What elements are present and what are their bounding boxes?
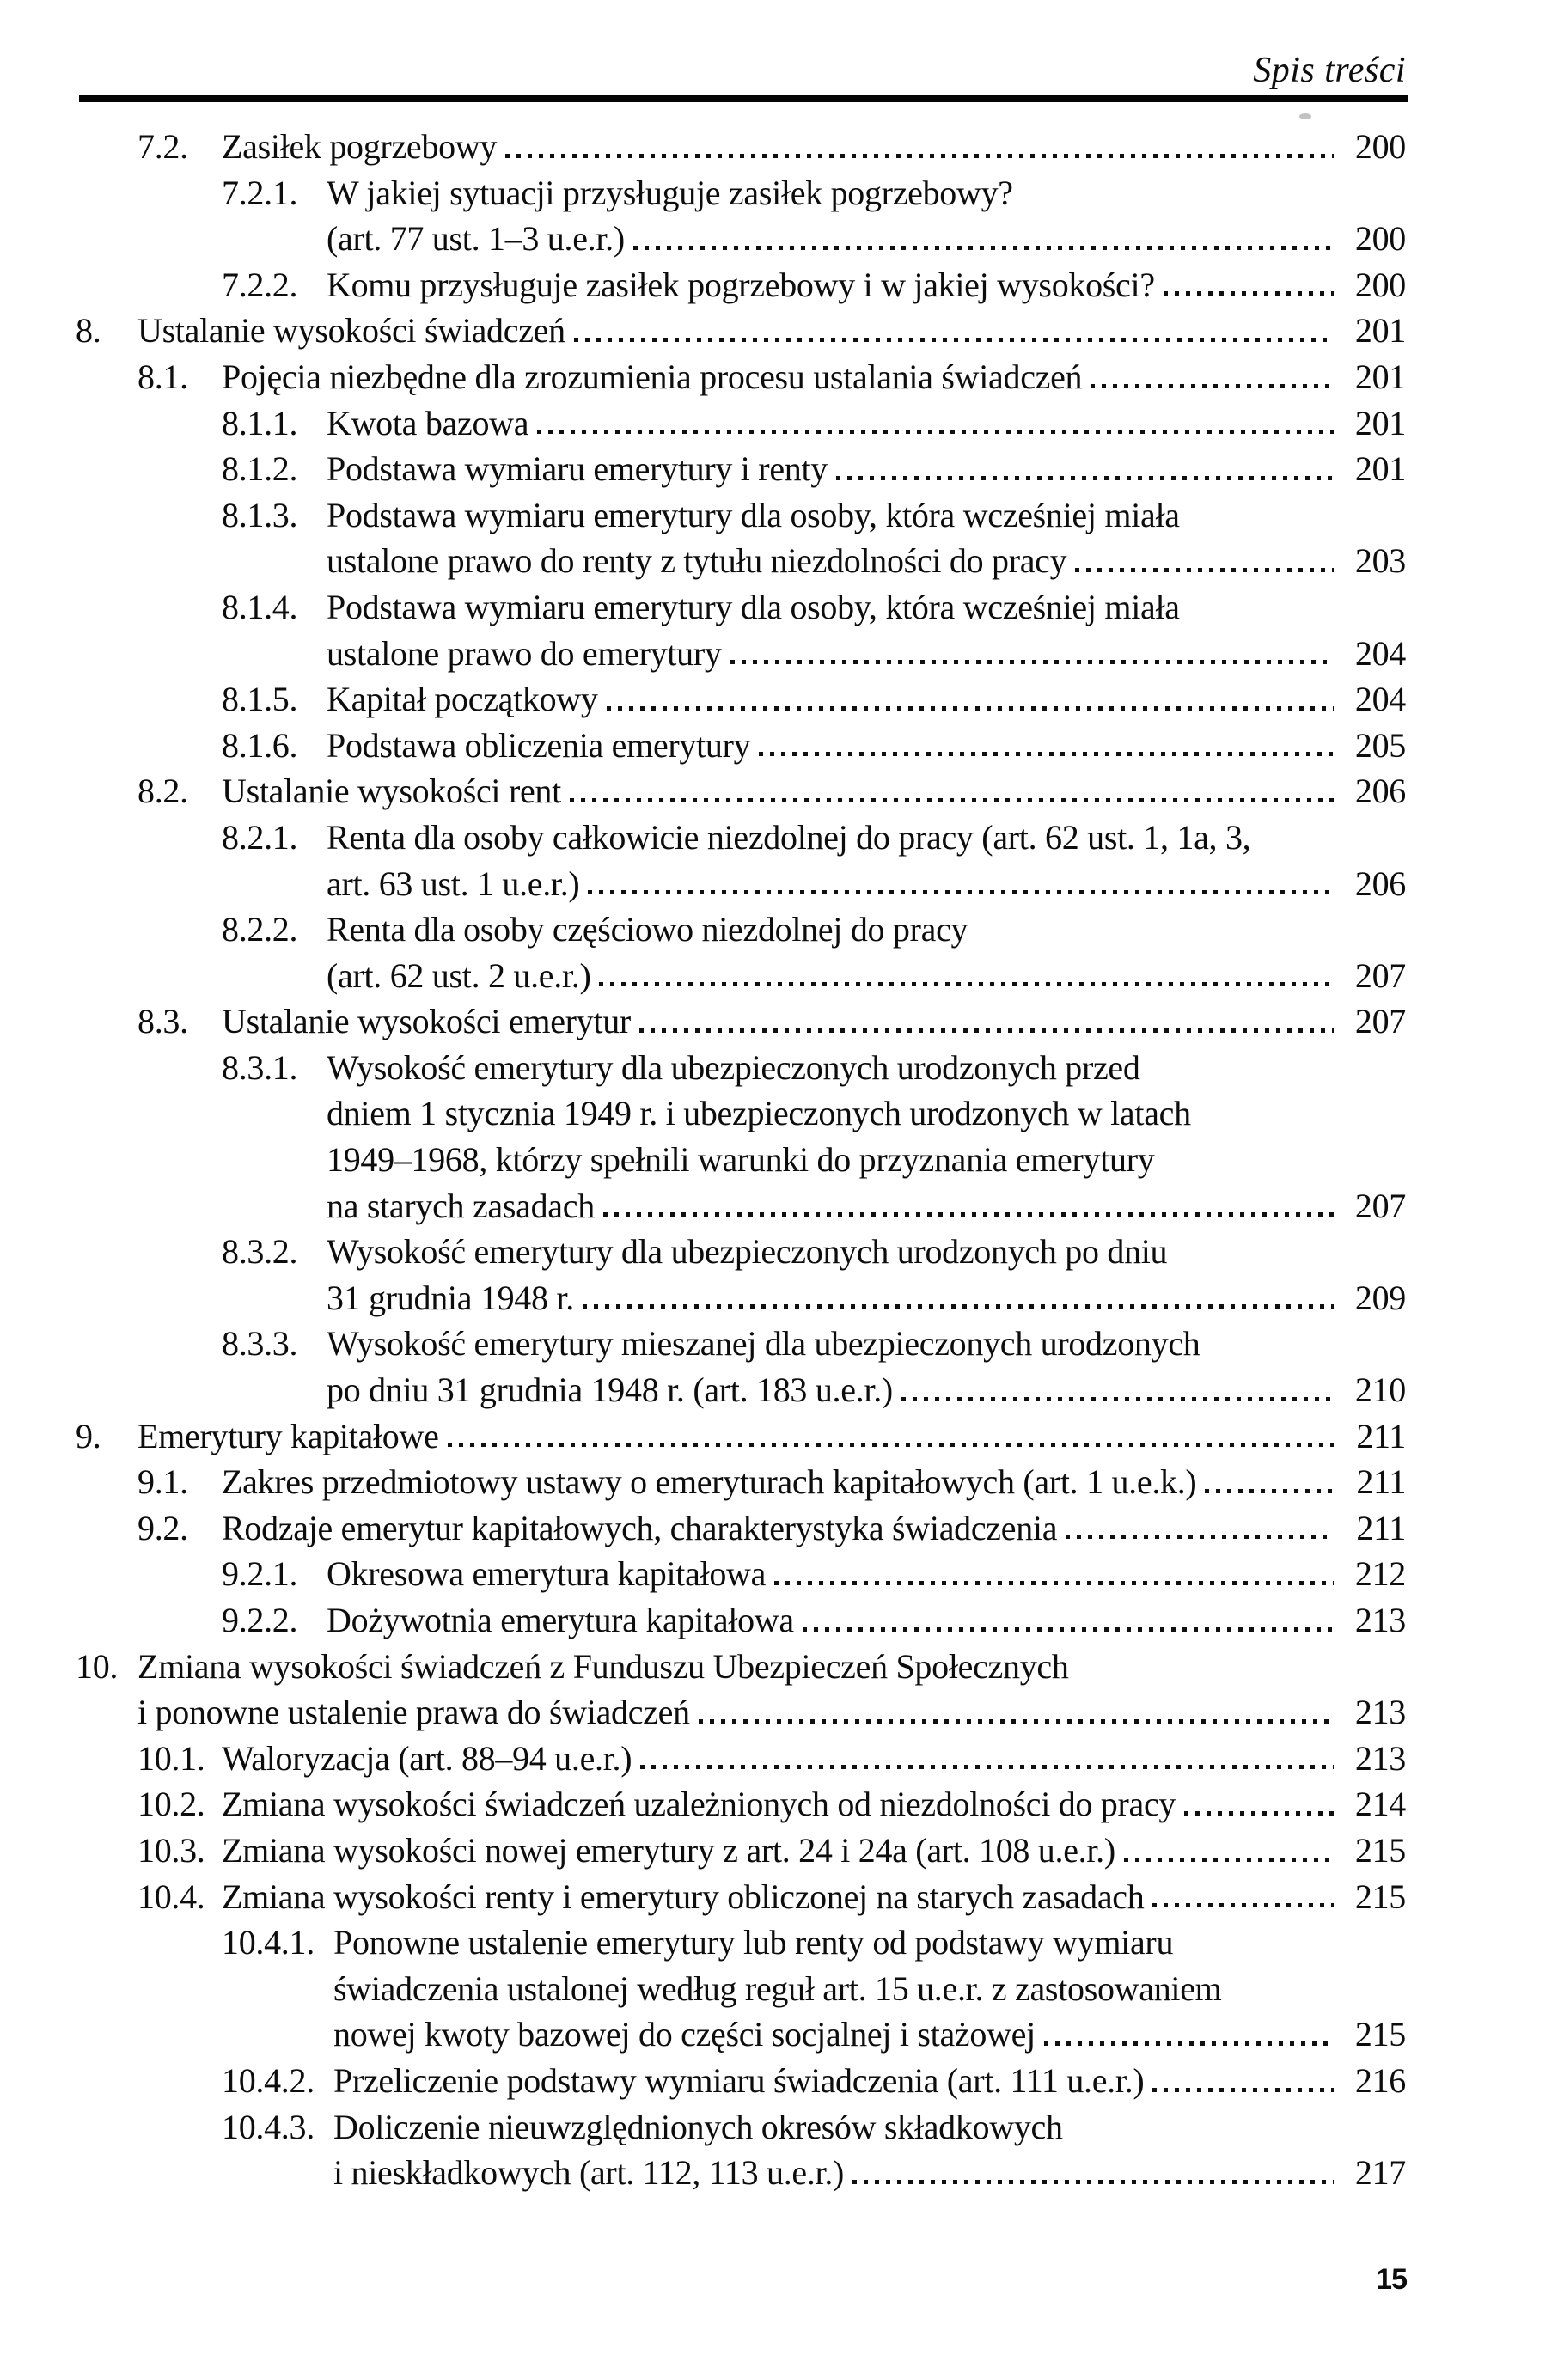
toc-row xyxy=(0,2150,1406,2196)
toc-entry-title: Ustalanie wysokości emerytur xyxy=(222,1002,631,1041)
dot-leader xyxy=(570,798,1334,802)
toc-entry-title: Podstawa wymiaru emerytury dla osoby, która wcześniej miała xyxy=(327,495,1180,534)
toc-entry-number: 8.1.5. xyxy=(222,680,298,719)
folio-page-number: 15 xyxy=(1376,2263,1407,2296)
toc-entry-number: 8.2.2. xyxy=(222,910,298,949)
toc-row xyxy=(0,1689,1406,1736)
dot-leader xyxy=(639,1028,1334,1033)
toc-row xyxy=(0,446,1406,492)
toc-row xyxy=(0,1275,1406,1321)
toc-entry-page: 203 xyxy=(1354,541,1406,581)
toc-entry-title: art. 63 ust. 1 u.e.r.) xyxy=(327,864,580,903)
scan-artifact xyxy=(1299,113,1311,119)
toc-entry-page: 215 xyxy=(1354,1830,1406,1870)
toc-entry-title: Zmiana wysokości świadczeń z Funduszu Ubezpieczeń Społecznych xyxy=(137,1646,1069,1686)
toc-entry-title: ustalone prawo do emerytury xyxy=(327,633,722,673)
toc-entry-title: ustalone prawo do renty z tytułu niezdolności do pracy xyxy=(327,541,1067,581)
toc-row xyxy=(0,1966,1406,2012)
toc-row xyxy=(0,1781,1406,1828)
toc-row xyxy=(0,2058,1406,2104)
toc-entry-number: 8. xyxy=(76,311,101,351)
toc-entry-page: 206 xyxy=(1354,864,1406,903)
toc-entry-title: i nieskładkowych (art. 112, 113 u.e.r.) xyxy=(333,2153,845,2193)
toc-row xyxy=(0,676,1406,723)
toc-entry-page: 210 xyxy=(1354,1370,1406,1410)
dot-leader xyxy=(1152,1903,1334,1907)
toc-entry-page: 217 xyxy=(1354,2153,1406,2193)
toc-row xyxy=(0,170,1406,217)
toc-entry-title: świadczenia ustalonej według reguł art. 15 u.e.r. z zastosowaniem xyxy=(333,1968,1222,2008)
toc-entry-number: 10.4. xyxy=(137,1877,205,1916)
toc-entry-number: 10.3. xyxy=(137,1830,205,1870)
dot-leader xyxy=(803,1627,1334,1632)
toc-row xyxy=(0,1919,1406,1966)
toc-entry-page: 212 xyxy=(1354,1554,1406,1594)
toc-entry-page: 216 xyxy=(1354,2060,1406,2100)
toc-entry-title: Podstawa obliczenia emerytury xyxy=(327,725,751,765)
toc-entry-page: 201 xyxy=(1354,403,1406,442)
table-of-contents xyxy=(0,124,1406,2196)
dot-leader xyxy=(1044,2041,1334,2046)
toc-row xyxy=(0,1505,1406,1552)
toc-row xyxy=(0,1183,1406,1230)
toc-row xyxy=(0,1874,1406,1920)
toc-entry-number: 7.2. xyxy=(137,127,188,166)
toc-entry-number: 8.3. xyxy=(137,1002,188,1041)
toc-entry-title: Zmiana wysokości nowej emerytury z art. 24 i 24a (art. 108 u.e.r.) xyxy=(222,1830,1115,1870)
toc-row xyxy=(0,400,1406,447)
toc-entry-page: 200 xyxy=(1354,127,1406,166)
toc-entry-page: 201 xyxy=(1354,357,1406,396)
toc-row xyxy=(0,538,1406,584)
dot-leader xyxy=(759,752,1334,756)
toc-entry-page: 204 xyxy=(1354,680,1406,719)
toc-entry-page: 214 xyxy=(1354,1785,1406,1824)
toc-entry-title: Renta dla osoby częściowo niezdolnej do pracy xyxy=(327,910,968,949)
toc-row xyxy=(0,1090,1406,1137)
toc-entry-number: 8.1. xyxy=(137,357,188,396)
toc-entry-title: 31 grudnia 1948 r. xyxy=(327,1278,574,1317)
dot-leader xyxy=(1075,568,1334,572)
dot-leader xyxy=(699,1719,1334,1724)
dot-leader xyxy=(901,1397,1334,1401)
toc-entry-title: i ponowne ustalenie prawa do świadczeń xyxy=(137,1693,690,1732)
toc-entry-number: 8.3.2. xyxy=(222,1232,298,1272)
header-rule xyxy=(79,95,1408,102)
toc-entry-page: 201 xyxy=(1354,449,1406,489)
toc-entry-number: 8.1.6. xyxy=(222,725,298,765)
toc-row xyxy=(0,998,1406,1045)
dot-leader xyxy=(1066,1535,1334,1539)
toc-entry-number: 10.4.2. xyxy=(222,2060,315,2100)
toc-entry-page: 200 xyxy=(1354,265,1406,304)
toc-entry-title: 1949–1968, którzy spełnili warunki do przyznania emerytury xyxy=(327,1140,1155,1180)
toc-row xyxy=(0,768,1406,815)
toc-entry-number: 7.2.2. xyxy=(222,265,298,304)
toc-entry-title: Ustalanie wysokości świadczeń xyxy=(137,311,565,351)
toc-entry-number: 8.1.1. xyxy=(222,403,298,442)
toc-entry-page: 207 xyxy=(1354,1186,1406,1225)
toc-row xyxy=(0,1828,1406,1874)
toc-row xyxy=(0,1137,1406,1183)
dot-leader xyxy=(607,706,1334,711)
toc-row xyxy=(0,1045,1406,1091)
toc-entry-page: 211 xyxy=(1356,1416,1406,1455)
toc-entry-title: Zmiana wysokości renty i emerytury obliczonej na starych zasadach xyxy=(222,1877,1145,1916)
toc-entry-page: 200 xyxy=(1354,219,1406,259)
toc-entry-number: 8.1.2. xyxy=(222,449,298,489)
toc-entry-title: Kwota bazowa xyxy=(327,403,529,442)
toc-entry-page: 209 xyxy=(1354,1278,1406,1317)
toc-row xyxy=(0,1229,1406,1275)
toc-entry-title: Zasiłek pogrzebowy xyxy=(222,127,498,166)
dot-leader xyxy=(599,982,1334,986)
toc-entry-title: Okresowa emerytura kapitałowa xyxy=(327,1554,767,1594)
toc-row xyxy=(0,584,1406,631)
toc-row xyxy=(0,1644,1406,1690)
toc-entry-title: W jakiej sytuacji przysługuje zasiłek pogrzebowy? xyxy=(327,173,1013,212)
toc-row xyxy=(0,1321,1406,1367)
toc-entry-page: 206 xyxy=(1354,772,1406,811)
toc-entry-title: Pojęcia niezbędne dla zrozumienia procesu ustalania świadczeń xyxy=(222,357,1083,396)
toc-entry-page: 201 xyxy=(1354,311,1406,351)
toc-row xyxy=(0,1597,1406,1644)
toc-row xyxy=(0,308,1406,354)
toc-entry-title: na starych zasadach xyxy=(327,1186,595,1225)
toc-entry-number: 10.4.1. xyxy=(222,1923,315,1962)
toc-entry-number: 8.2. xyxy=(137,772,188,811)
toc-entry-title: Kapitał początkowy xyxy=(327,680,598,719)
toc-entry-number: 8.1.3. xyxy=(222,495,298,534)
toc-entry-number: 8.2.1. xyxy=(222,817,298,857)
toc-entry-title: Przeliczenie podstawy wymiaru świadczenia (art. 111 u.e.r.) xyxy=(333,2060,1145,2100)
toc-entry-title: Komu przysługuje zasiłek pogrzebowy i w jakiej wysokości? xyxy=(327,265,1155,304)
toc-entry-title: Wysokość emerytury dla ubezpieczonych urodzonych przed xyxy=(327,1047,1140,1087)
toc-entry-number: 9.1. xyxy=(137,1462,188,1502)
toc-entry-title: Renta dla osoby całkowicie niezdolnej do pracy (art. 62 ust. 1, 1a, 3, xyxy=(327,817,1251,857)
dot-leader xyxy=(574,338,1334,342)
toc-entry-title: Rodzaje emerytur kapitałowych, charakterystyka świadczenia xyxy=(222,1508,1058,1547)
toc-entry-title: Podstawa wymiaru emerytury i renty xyxy=(327,449,828,489)
dot-leader xyxy=(603,1212,1334,1217)
toc-entry-title: (art. 77 ust. 1–3 u.e.r.) xyxy=(327,219,625,259)
toc-row xyxy=(0,1413,1406,1460)
dot-leader xyxy=(1152,2088,1334,2092)
toc-entry-number: 10.4.3. xyxy=(222,2107,315,2146)
toc-row xyxy=(0,2104,1406,2151)
toc-row xyxy=(0,1736,1406,1782)
toc-entry-number: 7.2.1. xyxy=(222,173,298,212)
toc-row xyxy=(0,2011,1406,2058)
toc-entry-title: Wysokość emerytury dla ubezpieczonych urodzonych po dniu xyxy=(327,1232,1168,1272)
toc-entry-title: Waloryzacja (art. 88–94 u.e.r.) xyxy=(222,1738,632,1778)
toc-entry-title: po dniu 31 grudnia 1948 r. (art. 183 u.e.r.) xyxy=(327,1370,893,1410)
toc-row xyxy=(0,631,1406,677)
toc-entry-number: 10.1. xyxy=(137,1738,205,1778)
dot-leader xyxy=(505,154,1334,158)
toc-entry-number: 9.2.1. xyxy=(222,1554,298,1594)
toc-entry-number: 9.2. xyxy=(137,1508,188,1547)
toc-row xyxy=(0,906,1406,953)
dot-leader xyxy=(1091,384,1334,388)
toc-entry-title: Zakres przedmiotowy ustawy o emeryturach kapitałowych (art. 1 u.e.k.) xyxy=(222,1462,1197,1502)
toc-entry-title: Ponowne ustalenie emerytury lub renty od podstawy wymiaru xyxy=(333,1923,1174,1962)
toc-row xyxy=(0,216,1406,262)
toc-row xyxy=(0,124,1406,170)
toc-row xyxy=(0,1551,1406,1597)
toc-entry-page: 213 xyxy=(1354,1601,1406,1639)
toc-row xyxy=(0,262,1406,308)
dot-leader xyxy=(537,430,1334,434)
toc-entry-page: 215 xyxy=(1354,2015,1406,2054)
toc-entry-page: 211 xyxy=(1356,1462,1406,1502)
toc-entry-title: nowej kwoty bazowej do części socjalnej i stażowej xyxy=(333,2015,1036,2054)
toc-entry-title: Ustalanie wysokości rent xyxy=(222,772,561,811)
dot-leader xyxy=(774,1581,1334,1585)
dot-leader xyxy=(588,890,1334,894)
dot-leader xyxy=(730,660,1334,664)
running-header: Spis treści xyxy=(1253,51,1406,90)
toc-row xyxy=(0,953,1406,999)
toc-entry-title: Dożywotnia emerytura kapitałowa xyxy=(327,1601,794,1639)
toc-entry-title: Podstawa wymiaru emerytury dla osoby, która wcześniej miała xyxy=(327,587,1180,626)
toc-entry-title: (art. 62 ust. 2 u.e.r.) xyxy=(327,955,591,995)
toc-entry-title: Zmiana wysokości świadczeń uzależnionych od niezdolności do pracy xyxy=(222,1785,1176,1824)
toc-row xyxy=(0,1459,1406,1505)
dot-leader xyxy=(1124,1858,1334,1862)
dot-leader xyxy=(836,476,1334,480)
toc-row xyxy=(0,815,1406,861)
toc-entry-page: 207 xyxy=(1354,1002,1406,1041)
toc-entry-number: 9. xyxy=(76,1416,101,1455)
toc-entry-number: 10. xyxy=(76,1646,119,1686)
dot-leader xyxy=(1164,291,1334,296)
toc-entry-number: 8.1.4. xyxy=(222,587,298,626)
dot-leader xyxy=(448,1443,1334,1447)
toc-row xyxy=(0,723,1406,769)
dot-leader xyxy=(1184,1811,1334,1816)
toc-row xyxy=(0,354,1406,400)
toc-row xyxy=(0,861,1406,907)
toc-row xyxy=(0,1367,1406,1413)
toc-entry-page: 211 xyxy=(1356,1508,1406,1547)
toc-entry-number: 10.2. xyxy=(137,1785,205,1824)
dot-leader xyxy=(633,246,1334,250)
toc-entry-page: 213 xyxy=(1354,1738,1406,1778)
toc-entry-page: 213 xyxy=(1354,1693,1406,1732)
toc-entry-number: 8.3.3. xyxy=(222,1324,298,1364)
dot-leader xyxy=(852,2180,1334,2184)
toc-entry-title: dniem 1 stycznia 1949 r. i ubezpieczonych urodzonych w latach xyxy=(327,1094,1191,1133)
dot-leader xyxy=(640,1765,1334,1769)
dot-leader xyxy=(1205,1489,1334,1493)
toc-entry-title: Wysokość emerytury mieszanej dla ubezpieczonych urodzonych xyxy=(327,1324,1200,1364)
toc-entry-title: Doliczenie nieuwzględnionych okresów składkowych xyxy=(333,2107,1063,2146)
toc-entry-number: 9.2.2. xyxy=(222,1601,298,1639)
toc-entry-page: 207 xyxy=(1354,955,1406,995)
toc-entry-page: 204 xyxy=(1354,633,1406,673)
toc-entry-title: Emerytury kapitałowe xyxy=(137,1416,439,1455)
dot-leader xyxy=(583,1304,1334,1309)
toc-entry-page: 215 xyxy=(1354,1877,1406,1916)
toc-entry-page: 205 xyxy=(1354,725,1406,765)
toc-entry-number: 8.3.1. xyxy=(222,1047,298,1087)
toc-row xyxy=(0,492,1406,539)
